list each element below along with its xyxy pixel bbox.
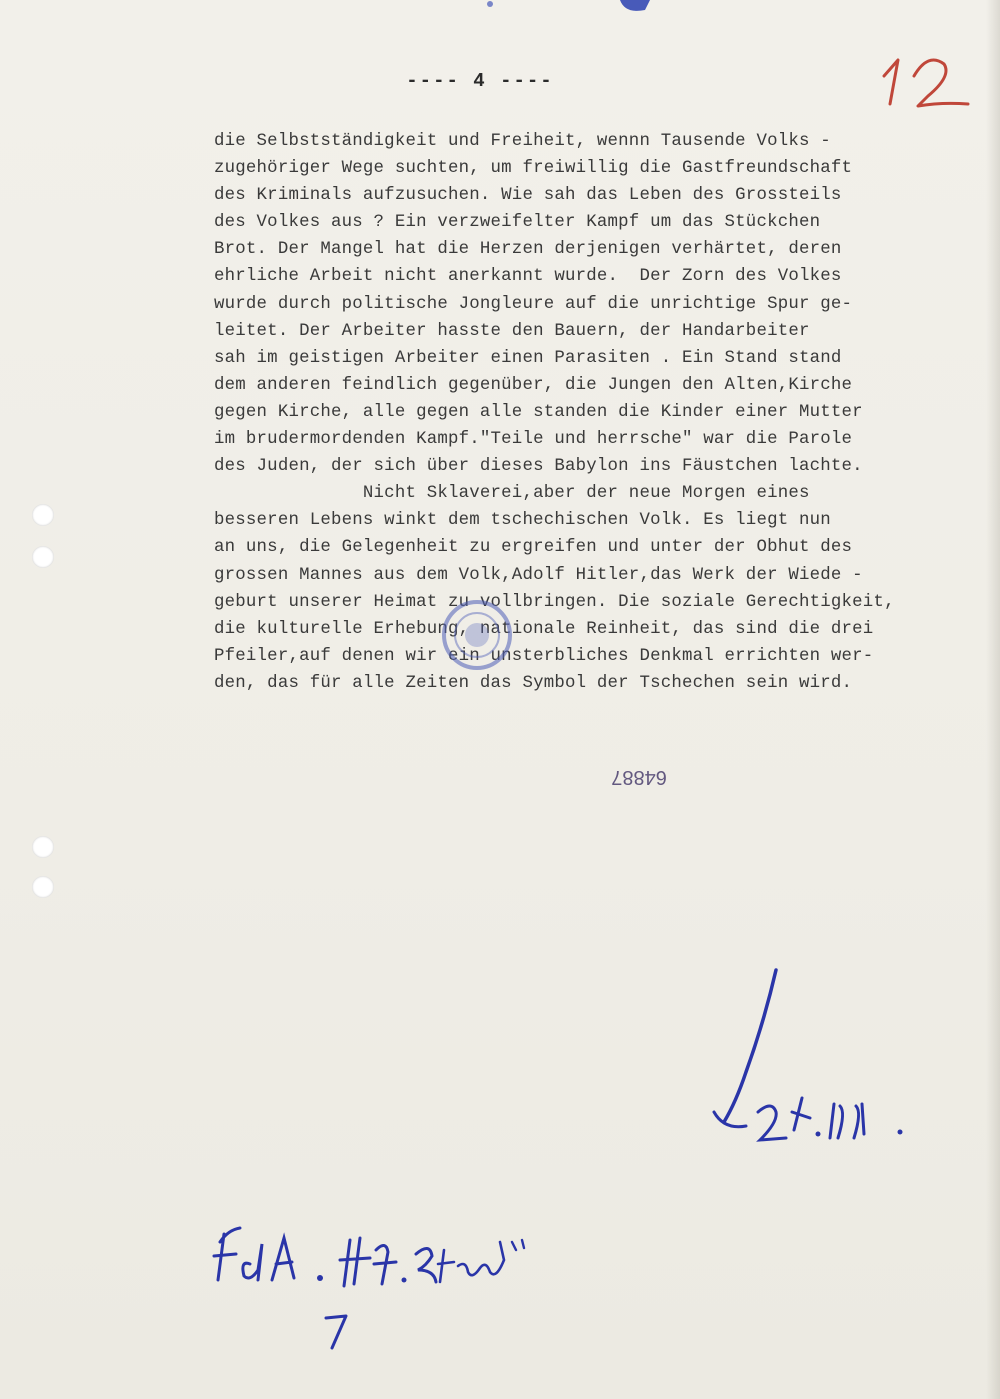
text-line: sah im geistigen Arbeiter einen Parasiten . Ein Stand stand — [214, 348, 842, 368]
text-line: gegen Kirche, alle gegen alle standen die Kinder einer Mutter — [214, 402, 863, 422]
text-line: wurde durch politische Jongleure auf die unrichtige Spur ge- — [214, 294, 853, 314]
typed-body-text — [214, 128, 974, 697]
text-line: Pfeiler,auf denen wir ein unsterbliches Denkmal errichten wer- — [214, 646, 874, 666]
text-line: geburt unserer Heimat zu vollbringen. Die soziale Gerechtigkeit, — [214, 592, 895, 612]
text-line: die Selbstständigkeit und Freiheit, wennn Tausende Volks - — [214, 132, 831, 151]
text-line: leitet. Der Arbeiter hasste den Bauern, der Handarbeiter — [214, 321, 810, 341]
text-line: Brot. Der Mangel hat die Herzen derjenigen verhärtet, deren — [214, 240, 842, 260]
punch-hole — [32, 876, 54, 898]
text-line: des Kriminals aufzusuchen. Wie sah das Leben des Grossteils — [214, 186, 842, 206]
punch-hole — [32, 836, 54, 858]
text-line: Nicht Sklaverei,aber der neue Morgen eines — [214, 484, 810, 504]
handwritten-signature — [706, 962, 926, 1162]
text-line: ehrliche Arbeit nicht anerkannt wurde. Der Zorn des Volkes — [214, 267, 842, 287]
text-line: an uns, die Gelegenheit zu ergreifen und unter der Obhut des — [214, 538, 853, 558]
text-line: die kulturelle Erhebung, nationale Reinheit, das sind die drei — [214, 619, 874, 639]
text-line: dem anderen feindlich gegenüber, die Jungen den Alten,Kirche — [214, 375, 853, 395]
archive-stamp — [440, 598, 514, 672]
text-line: des Volkes aus ? Ein verzweifelter Kampf um das Stückchen — [214, 213, 821, 233]
punch-hole — [32, 546, 54, 568]
text-line: den, das für alle Zeiten das Symbol der Tschechen sein wird. — [214, 673, 853, 693]
text-line: zugehöriger Wege suchten, um freiwillig die Gastfreundschaft — [214, 159, 853, 179]
ink-blot-mark — [470, 0, 650, 40]
text-line: des Juden, der sich über dieses Babylon ins Fäustchen lachte. — [214, 457, 863, 477]
page-number: ---- 4 ---- — [406, 70, 554, 92]
handwritten-note — [210, 1220, 610, 1360]
archive-number: 64887 — [611, 766, 667, 788]
page-edge-shadow — [986, 0, 1000, 1399]
text-line: im brudermordenden Kampf."Teile und herrsche" war die Parole — [214, 430, 853, 450]
punch-hole — [32, 504, 54, 526]
text-line: besseren Lebens winkt dem tschechischen Volk. Es liegt nun — [214, 511, 831, 531]
folio-number-handwritten — [872, 46, 982, 116]
text-line: grossen Mannes aus dem Volk,Adolf Hitler,das Werk der Wiede - — [214, 565, 863, 585]
